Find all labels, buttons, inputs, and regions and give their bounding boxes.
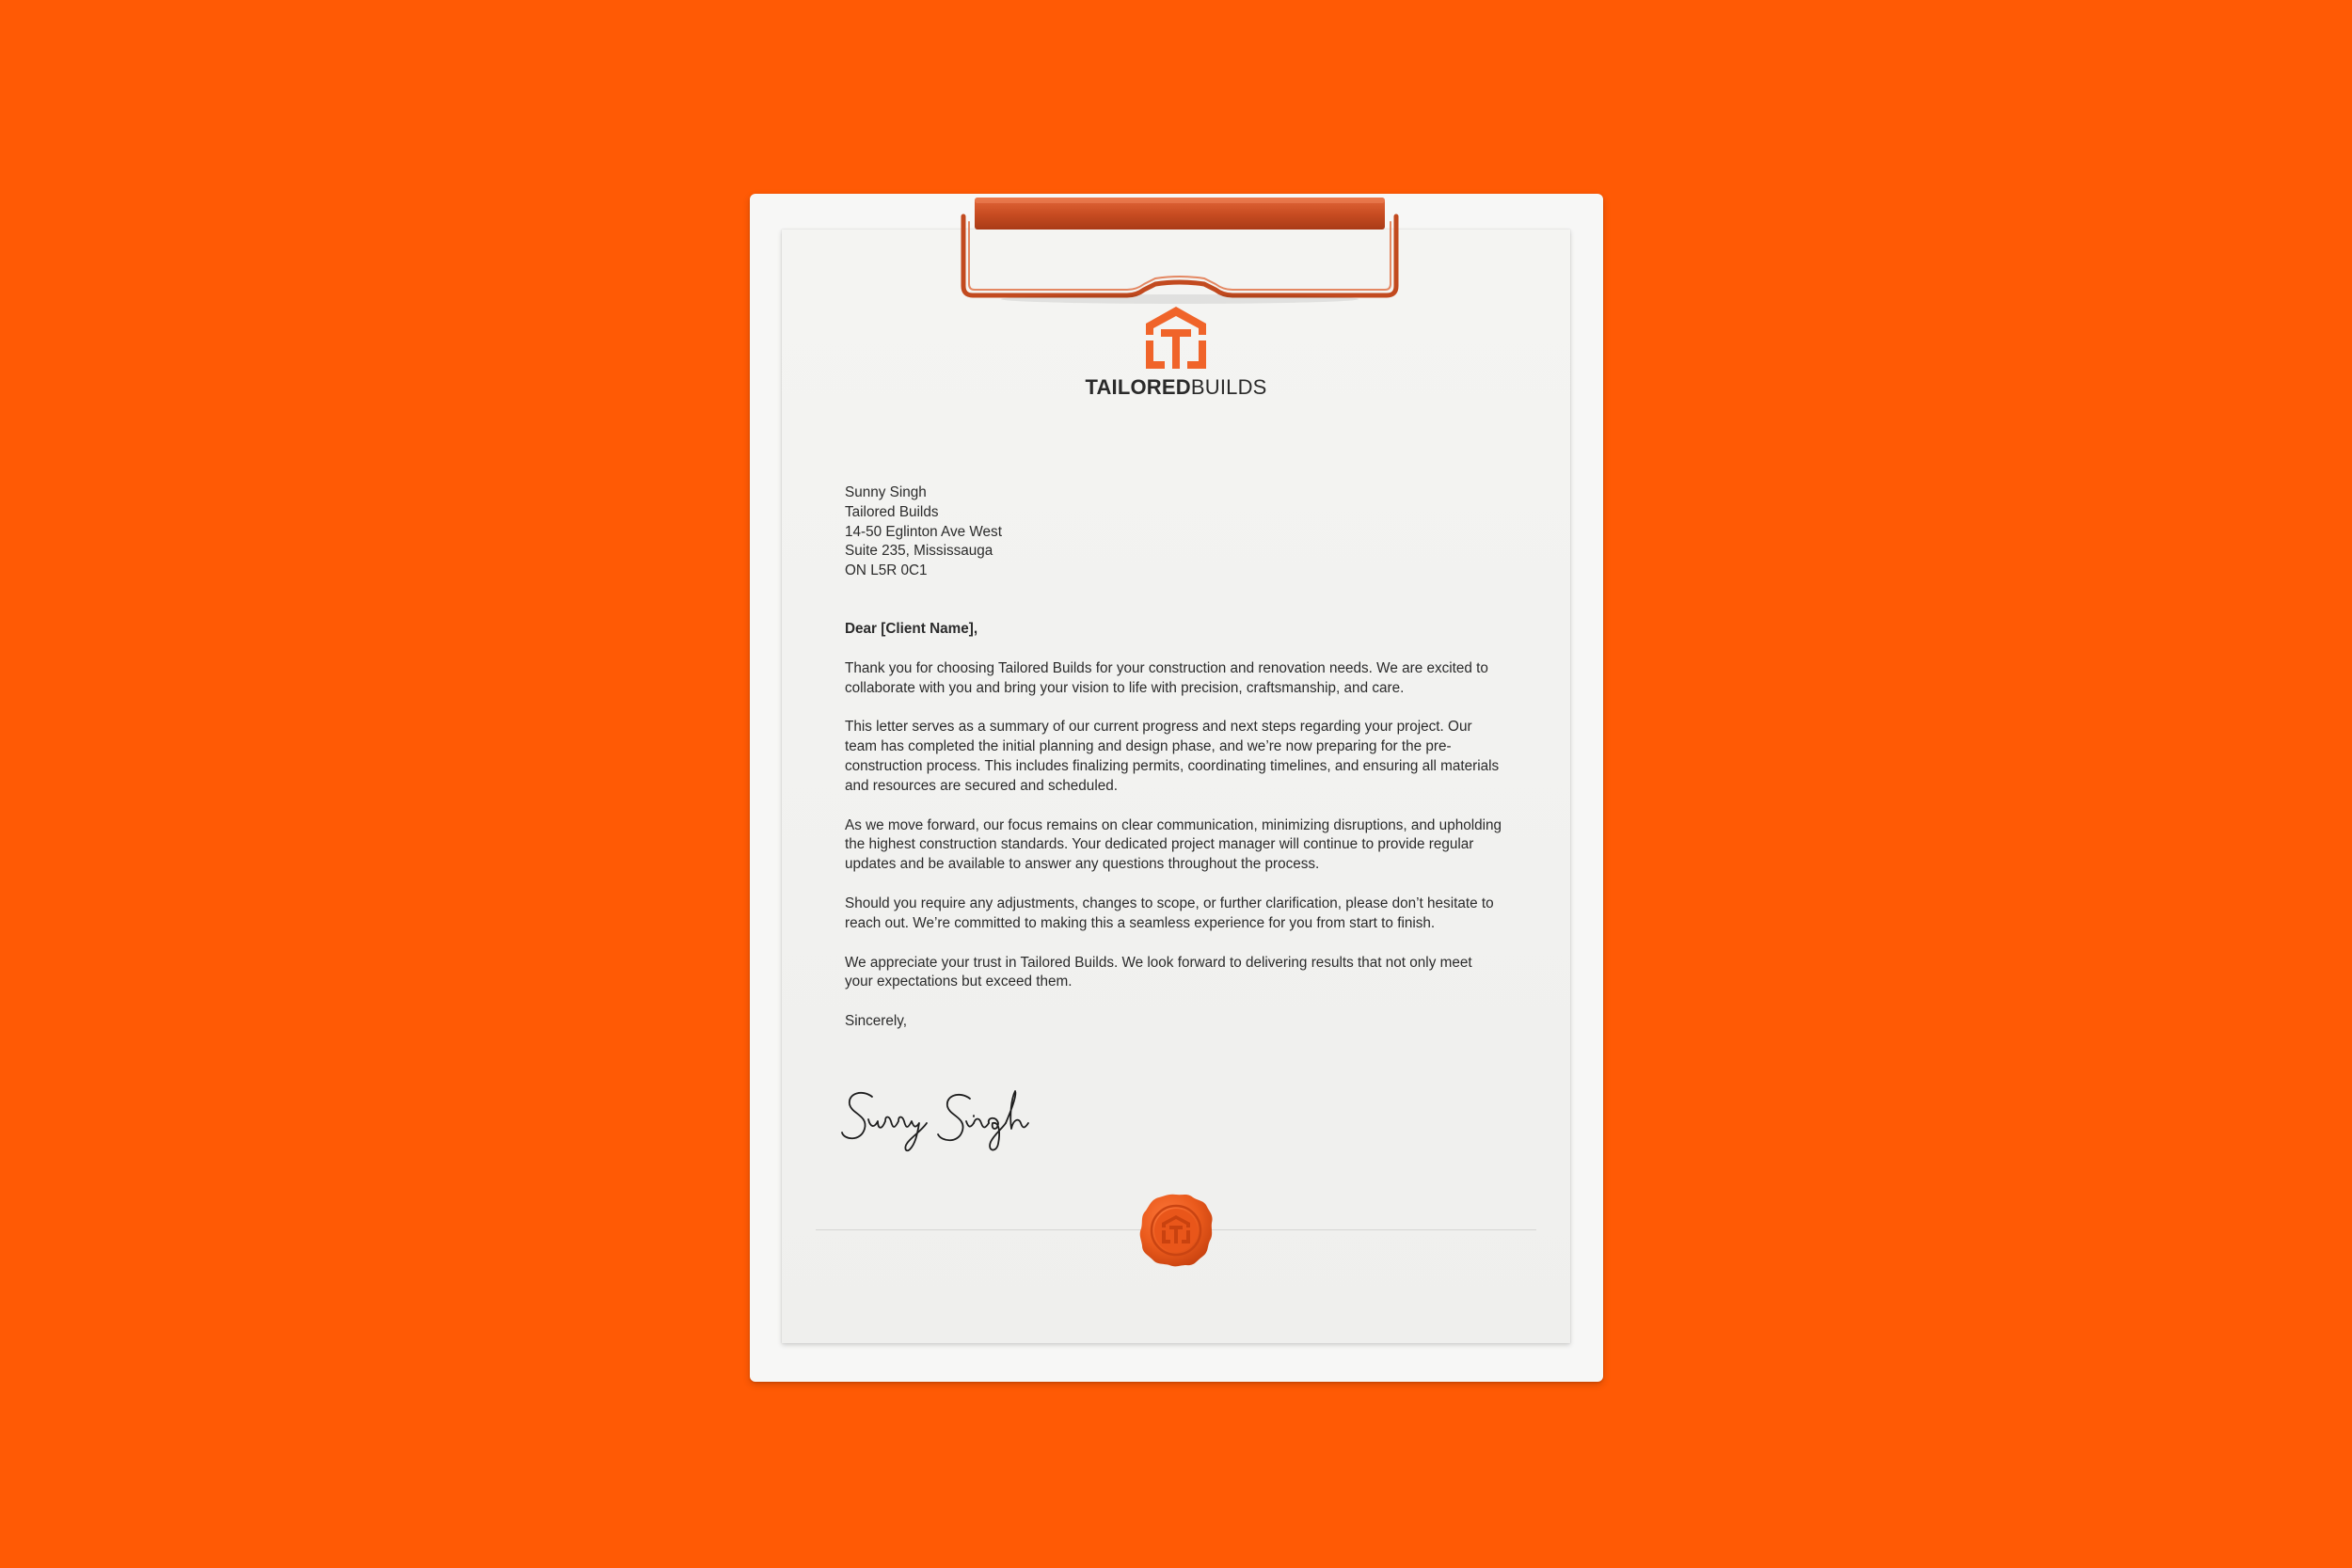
brand-name-bold: TAILORED [1085,375,1191,399]
wax-seal-icon [1138,1193,1214,1268]
letter-body [845,483,1503,1032]
letter-paragraph: Should you require any adjustments, changes to scope, or further clarification, please don’t hesitate to reach out. We’re committed to making this a seamless experience for you from start to finish. [845,895,1494,931]
house-t-icon [1144,307,1208,369]
sender-address-line: Suite 235, Mississauga [845,543,993,560]
letter-paragraph: This letter serves as a summary of our current progress and next steps regarding your project. Our team has completed the initial planning and design phase, and we’re now preparing for the pre-construction process. This includes finalizing permits, coordinating timelines, and ensuring all materials and resources are secured and scheduled. [845,719,1500,794]
brand-wordmark [1082,375,1270,400]
sender-address [845,483,1503,581]
sender-name: Sunny Singh [845,484,927,500]
letter-greeting: Dear [Client Name], [845,620,978,637]
sender-address-line: ON L5R 0C1 [845,562,928,579]
sender-address-line: 14-50 Eglinton Ave West [845,523,1002,540]
letter-paragraph: Thank you for choosing Tailored Builds for your construction and renovation needs. We are excited to collaborate with you and bring your vision to life with precision, craftsmanship, and care. [845,659,1488,696]
sender-company: Tailored Builds [845,503,939,520]
brand-name-light: BUILDS [1190,375,1267,399]
company-logo [1082,307,1270,404]
letter-paragraph: We appreciate your trust in Tailored Builds. We look forward to delivering results that not only meet your expectations but exceed them. [845,954,1472,990]
handwritten-signature [840,1082,1066,1155]
letter-paragraph: As we move forward, our focus remains on clear communication, minimizing disruptions, and upholding the highest construction standards. Your dedicated project manager will continue to provide regular updates and be available to answer any questions throughout the process. [845,816,1502,873]
letter-closing: Sincerely, [845,1013,908,1030]
clipboard-clip [952,194,1407,307]
